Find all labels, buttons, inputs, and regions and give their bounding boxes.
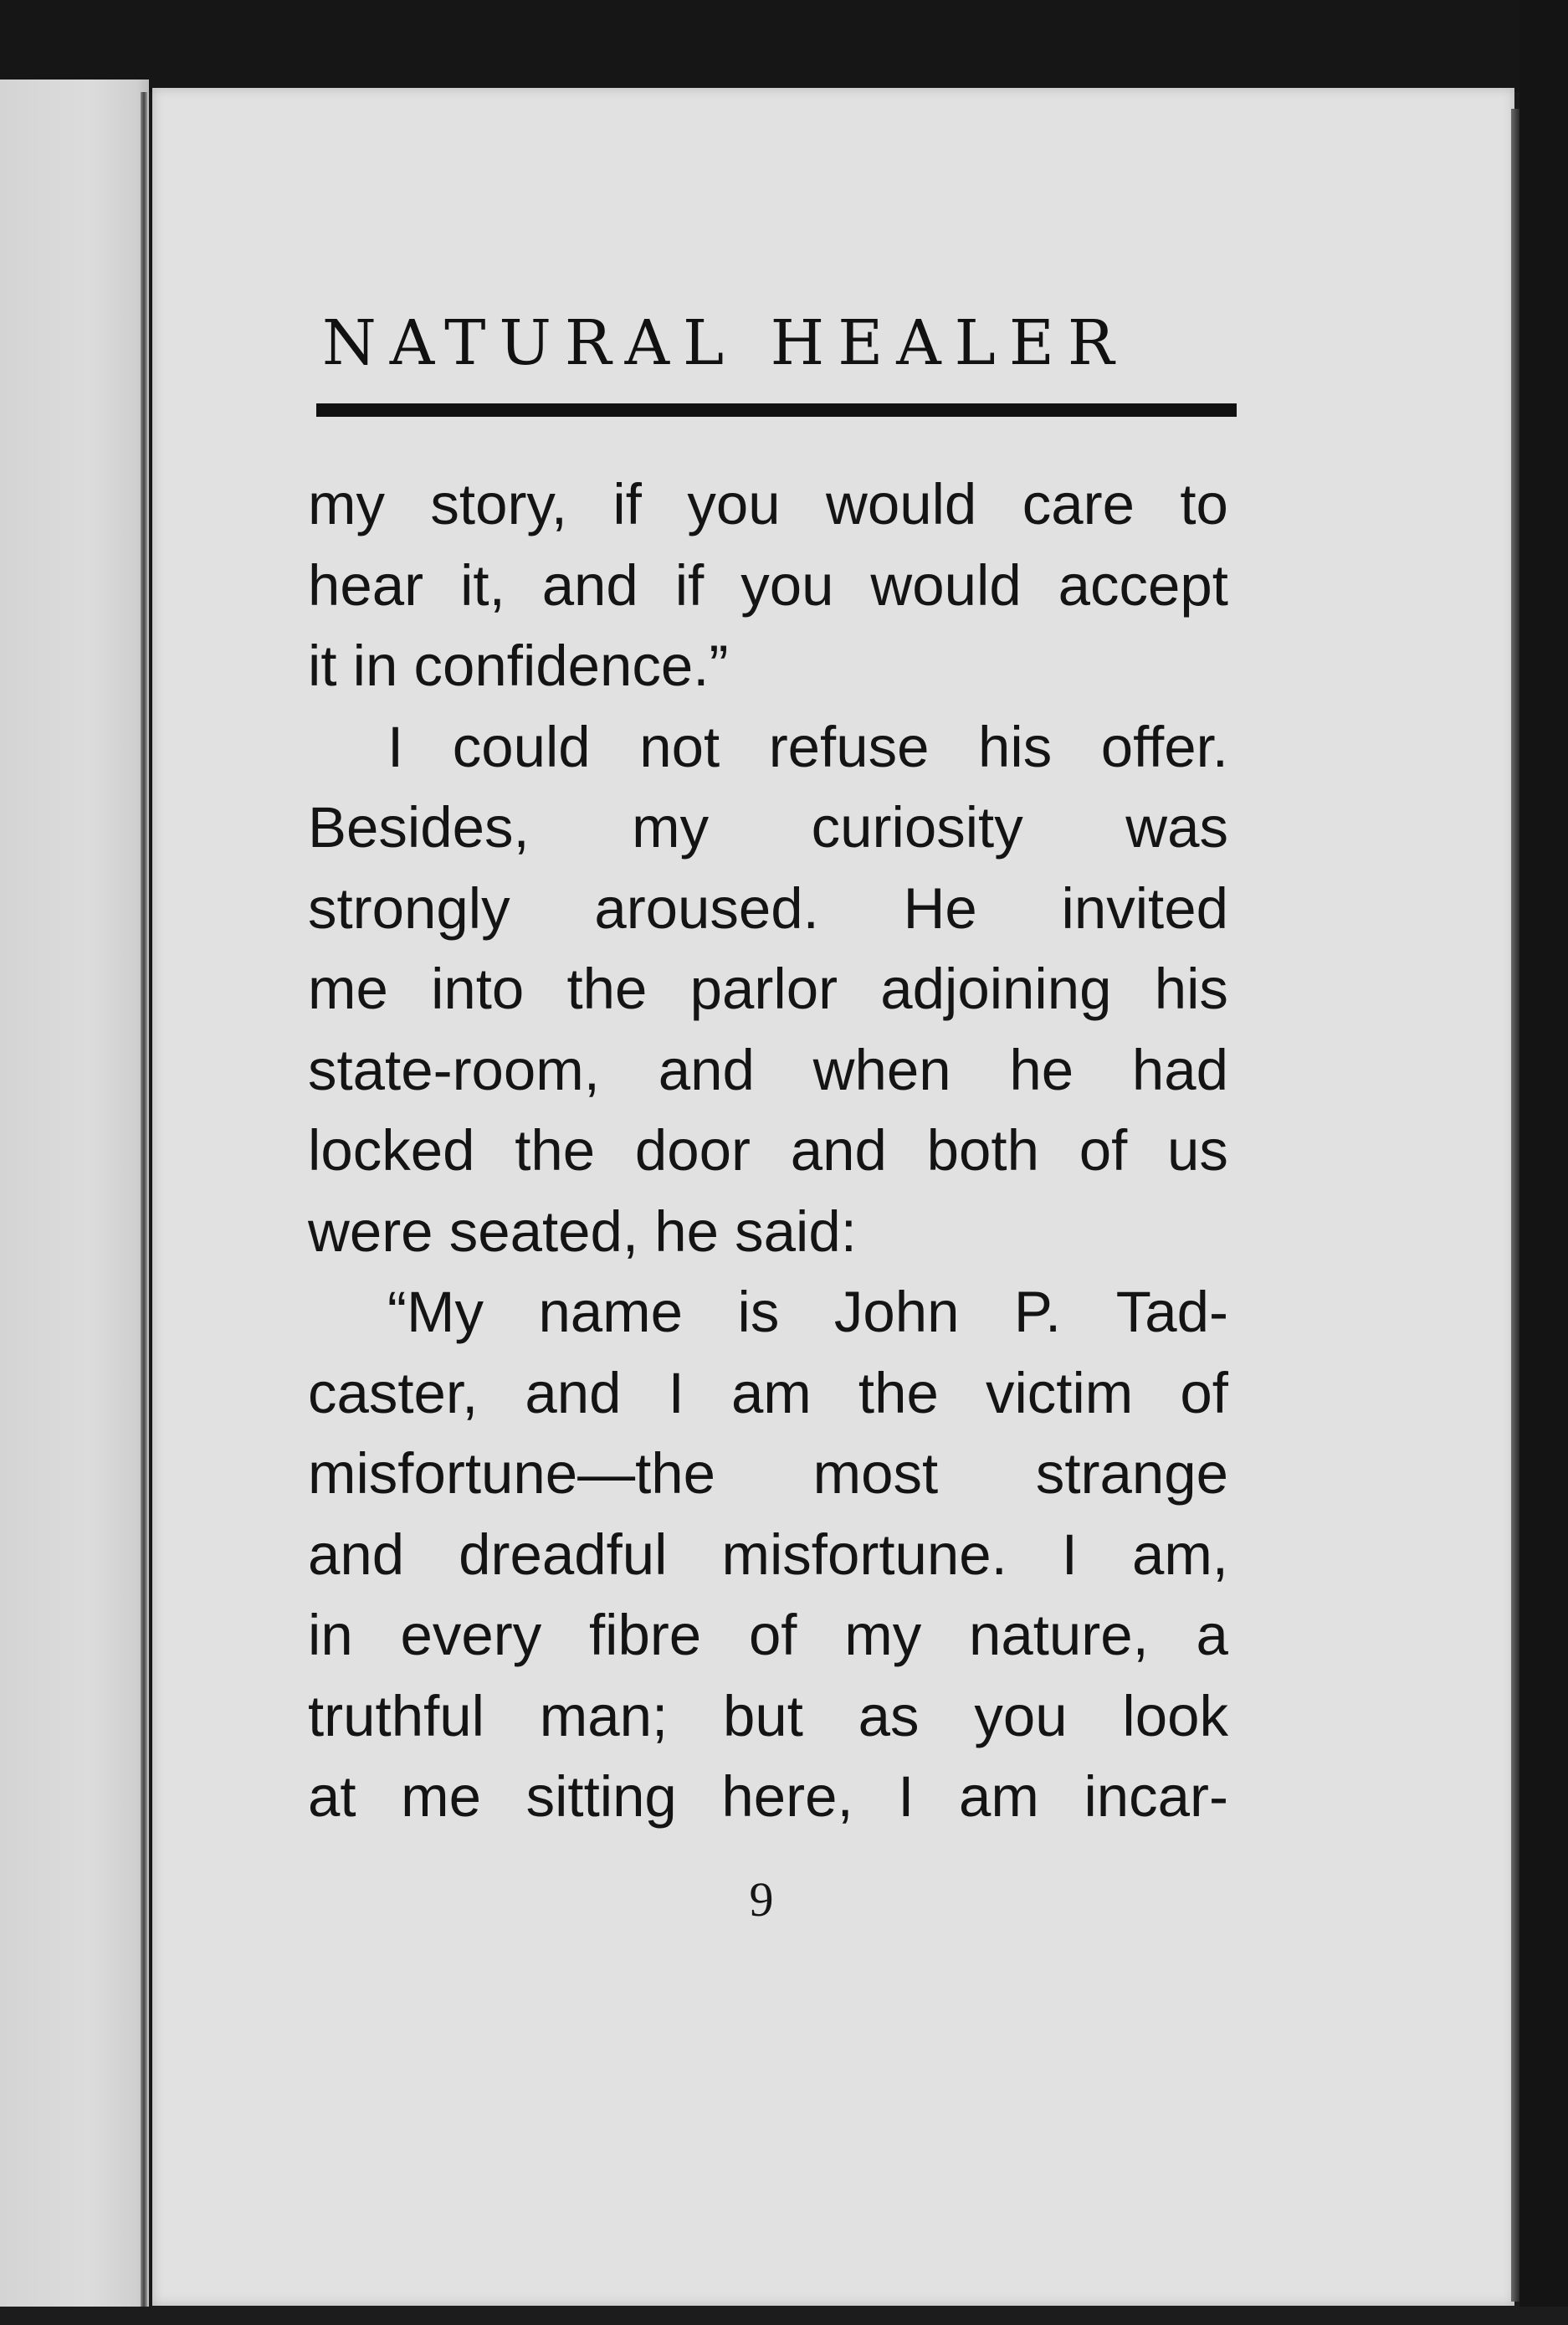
scan-border-bottom bbox=[0, 2307, 1568, 2325]
running-header: NATURAL HEALER bbox=[322, 307, 1128, 379]
scan-border-right bbox=[1519, 0, 1568, 2325]
text-line: it in confidence.” bbox=[308, 634, 729, 698]
body-text bbox=[308, 464, 1228, 1838]
text-line: locked the door and both of us bbox=[308, 1118, 1228, 1183]
text-line: were seated, he said: bbox=[308, 1198, 857, 1264]
text-line: at me sitting here, I am incar- bbox=[308, 1764, 1228, 1829]
text-line: misfortune—the most strange bbox=[308, 1441, 1228, 1506]
text-line: I could not refuse his offer. bbox=[387, 714, 1228, 779]
text-line: truthful man; but as you look bbox=[308, 1683, 1228, 1748]
facing-page-edge bbox=[0, 80, 149, 2310]
text-line: and dreadful misfortune. I am, bbox=[308, 1522, 1228, 1587]
text-line: my story, if you would care to bbox=[308, 472, 1228, 536]
text-line: in every fibre of my nature, a bbox=[308, 1603, 1228, 1667]
scan-border-top bbox=[0, 0, 1568, 92]
page-edge-shadow bbox=[1511, 109, 1519, 2302]
text-line: me into the parlor adjoining his bbox=[308, 957, 1228, 1021]
text-line: “My name is John P. Tad- bbox=[387, 1280, 1228, 1344]
text-line: strongly aroused. He invited bbox=[308, 875, 1228, 941]
text-line: caster, and I am the victim of bbox=[308, 1360, 1228, 1425]
text-line: Besides, my curiosity was bbox=[308, 795, 1228, 860]
text-line: hear it, and if you would accept bbox=[308, 552, 1228, 618]
header-rule bbox=[316, 403, 1237, 417]
text-line: state-room, and when he had bbox=[308, 1037, 1228, 1102]
page-number: 9 bbox=[749, 1872, 774, 1927]
book-gutter bbox=[141, 92, 147, 2310]
